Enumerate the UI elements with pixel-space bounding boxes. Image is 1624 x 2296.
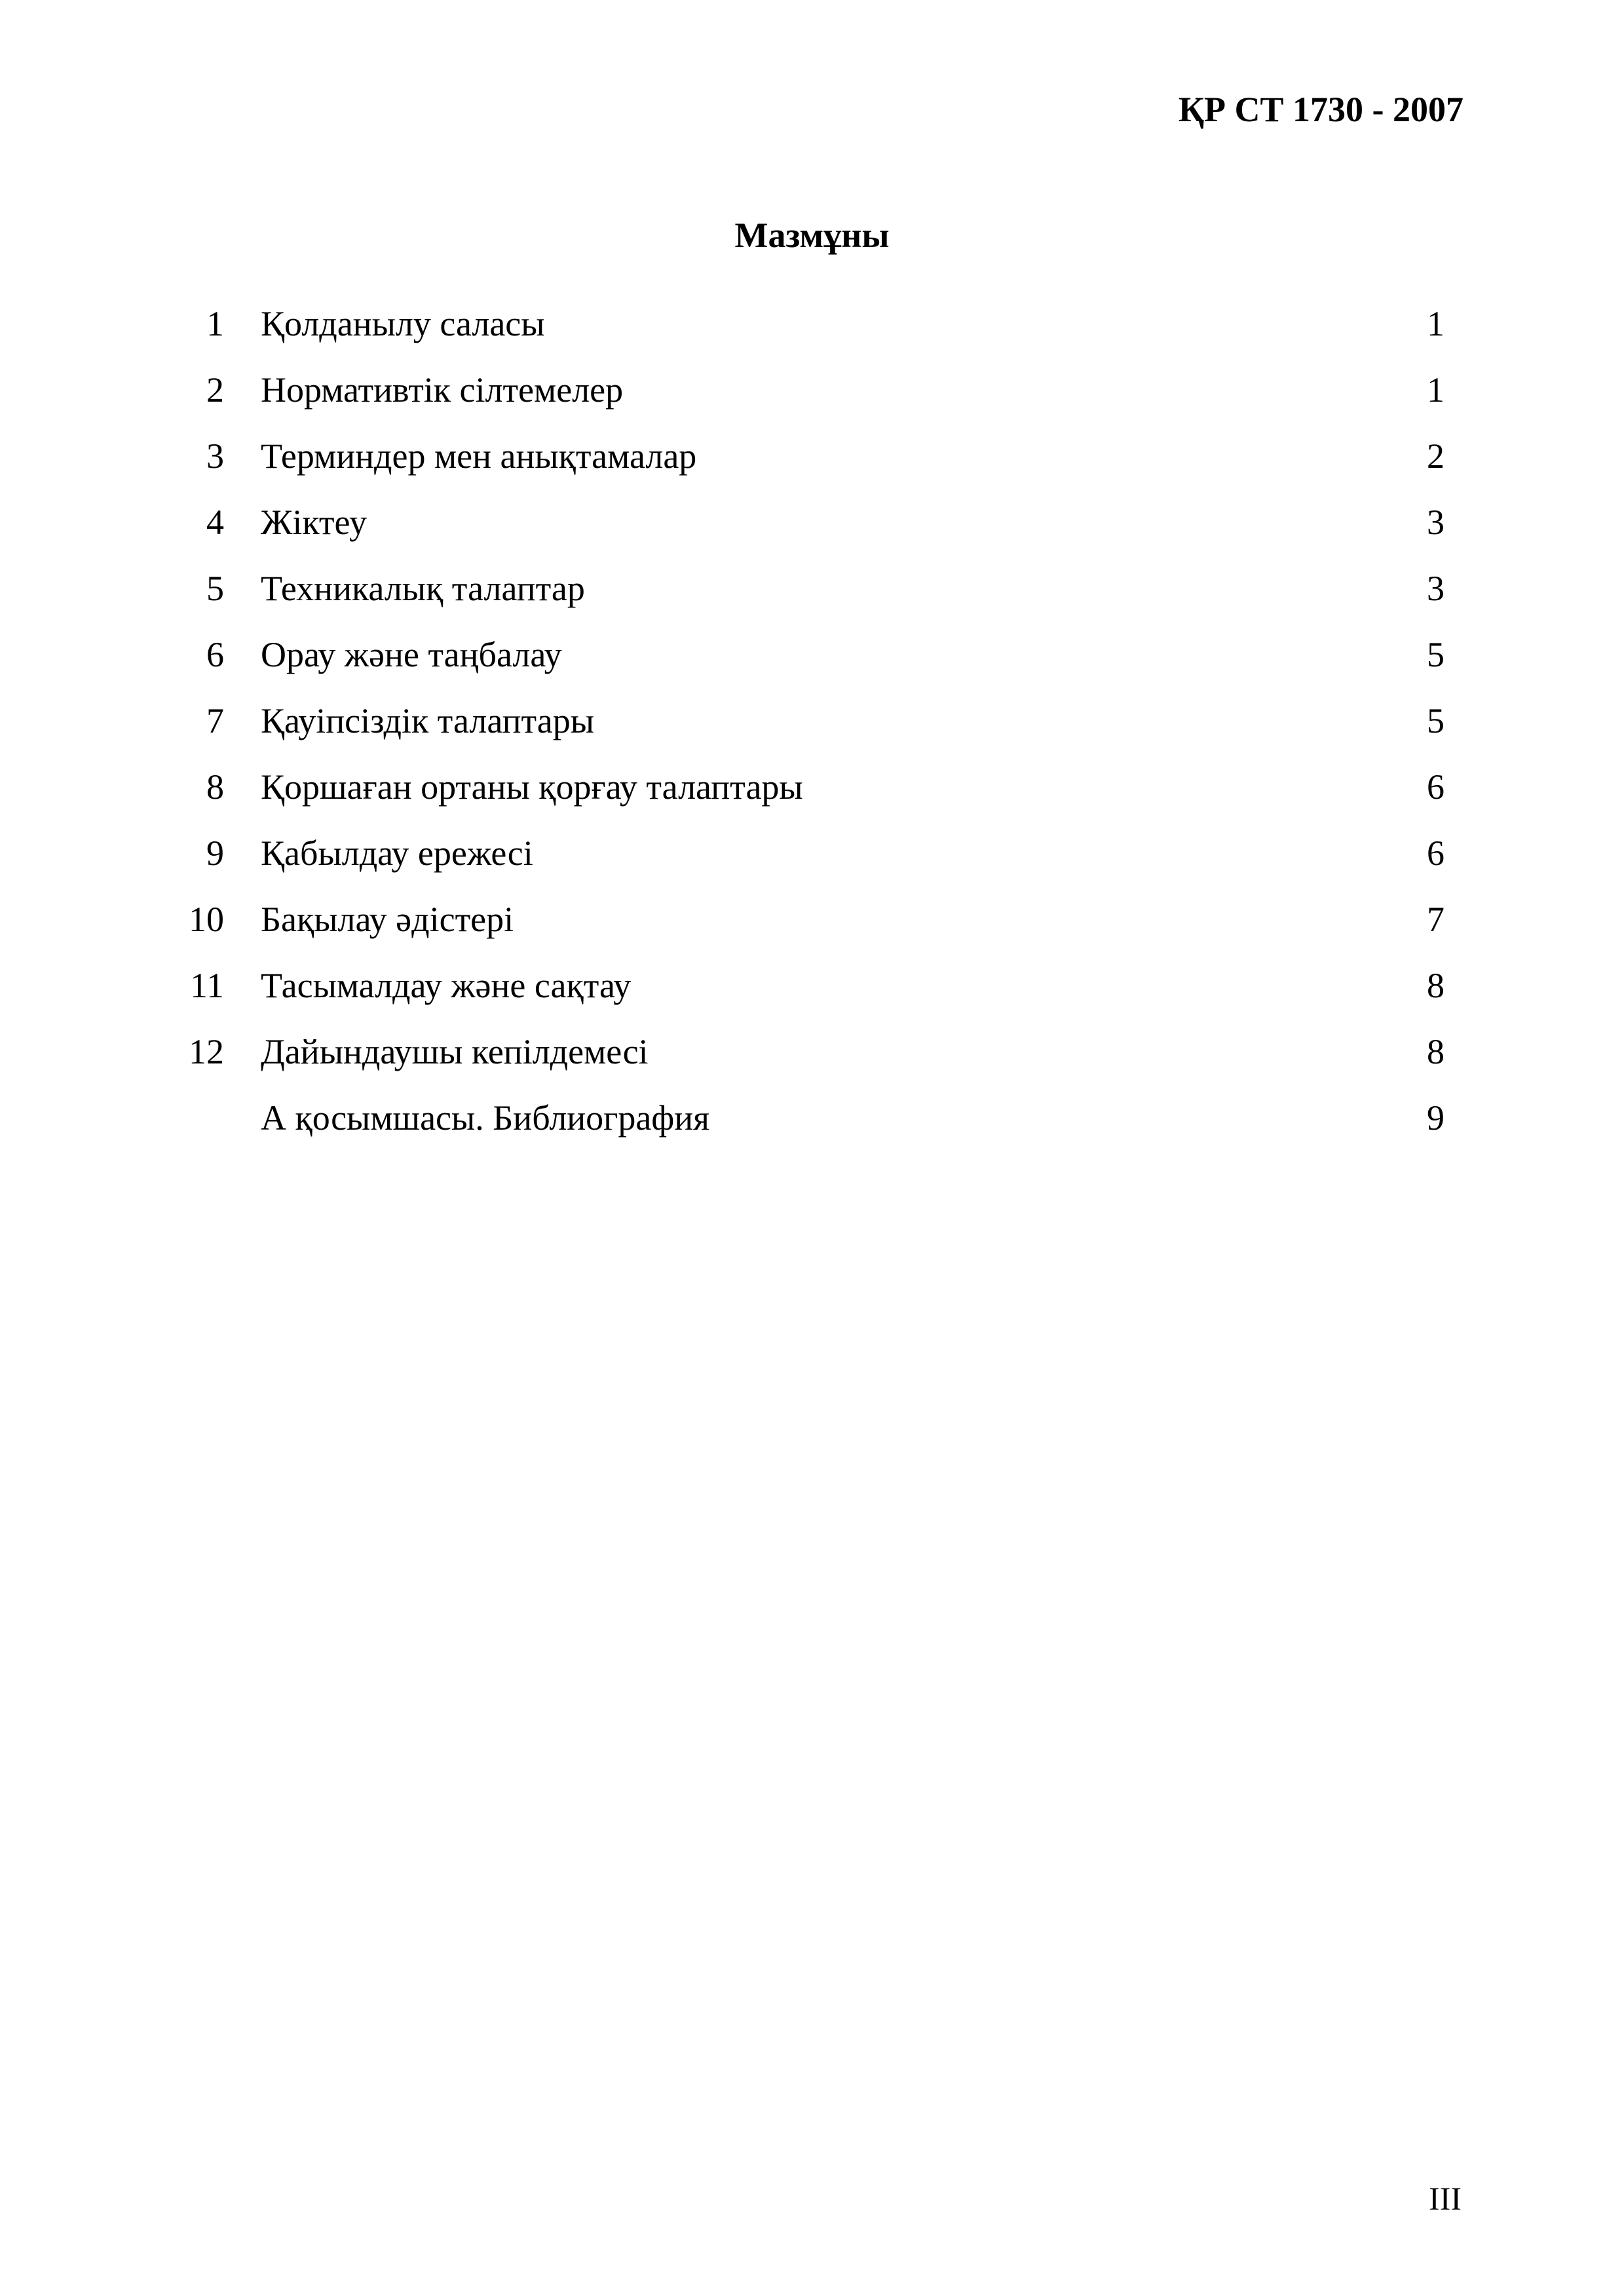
toc-entry-11[interactable] [183,962,1445,1028]
document-code: ҚР СТ 1730 - 2007 [1178,90,1463,129]
toc-entry-page: 8 [1427,966,1445,1005]
toc-entry-page: 1 [1427,304,1445,343]
toc-entry-page: 8 [1427,1032,1445,1071]
toc-entry-12[interactable] [183,1028,1445,1094]
toc-entry-page: 2 [1427,436,1445,476]
toc-entry-label: Қауіпсіздік талаптары [261,701,594,740]
toc-entry-label: Орау және таңбалау [261,635,562,674]
toc-entry-number: 6 [206,635,224,674]
toc-entry-number: 2 [206,370,224,410]
toc-entry-2[interactable] [183,366,1445,432]
toc-entry-3[interactable] [183,432,1445,499]
toc-entry-label: Қабылдау ережесі [261,833,533,873]
toc-entry-9[interactable] [183,830,1445,896]
toc-entry-page: 6 [1427,767,1445,807]
toc-entry-page: 3 [1427,503,1445,542]
toc-entry-label: Терминдер мен анықтамалар [261,436,697,476]
toc-entry-4[interactable] [183,499,1445,565]
toc-entry-1[interactable] [183,300,1445,366]
toc-entry-label: Бақылау әдістері [261,900,514,939]
toc-entry-number: 9 [206,833,224,873]
toc-entry-number: 5 [206,569,224,608]
toc-entry-number: 1 [206,304,224,343]
toc-entry-5[interactable] [183,565,1445,631]
toc-entry-number: 10 [189,900,224,939]
toc-entry-label: Жіктеу [261,503,368,542]
toc-entry-number: 7 [206,701,224,740]
table-of-contents [183,300,1445,1160]
toc-entry-label: Қоршаған ортаны қорғау талаптары [261,767,803,807]
toc-entry-number: 11 [190,966,224,1005]
toc-entry-page: 1 [1427,370,1445,410]
toc-entry-7[interactable] [183,697,1445,763]
toc-entry-page: 7 [1427,900,1445,939]
page-number: III [1429,2180,1462,2217]
toc-entry-number: 12 [189,1032,224,1071]
toc-entry-page: 6 [1427,833,1445,873]
toc-entry-label: А қосымшасы. Библиография [261,1098,710,1138]
toc-entry-8[interactable] [183,763,1445,830]
toc-entry-appendix-a[interactable] [183,1094,1445,1160]
toc-entry-label: Техникалық талаптар [261,569,585,608]
toc-entry-label: Қолданылу саласы [261,304,545,343]
toc-entry-label: Тасымалдау және сақтау [261,966,632,1005]
toc-entry-6[interactable] [183,631,1445,697]
toc-entry-number: 8 [206,767,224,807]
toc-entry-number: 4 [206,503,224,542]
toc-entry-page: 5 [1427,701,1445,740]
toc-entry-10[interactable] [183,896,1445,962]
toc-entry-number: 3 [206,436,224,476]
toc-entry-page: 9 [1427,1098,1445,1138]
toc-entry-page: 5 [1427,635,1445,674]
toc-title: Мазмұны [734,216,890,255]
toc-entry-page: 3 [1427,569,1445,608]
toc-entry-label: Дайындаушы кепілдемесі [261,1032,649,1071]
toc-entry-label: Нормативтік сілтемелер [261,370,624,410]
